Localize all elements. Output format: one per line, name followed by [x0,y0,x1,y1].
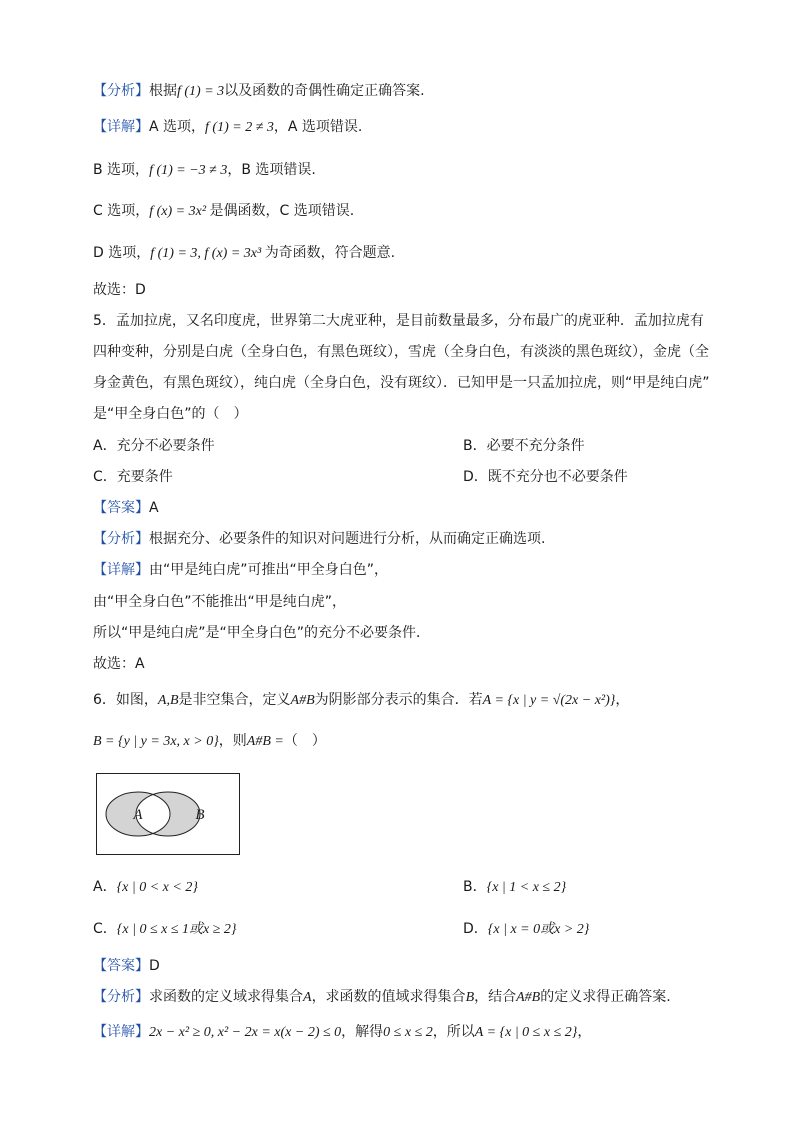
q6-answer: D [149,958,160,974]
q6-option-a: {x | 0 < x < 2} [116,880,198,895]
q5-choose: 故选：A [93,656,145,672]
q5-detail-line-3: 所以“甲是纯白虎”是“甲全身白色”的充分不必要条件． [93,625,431,641]
q5-stem-3: 身金黄色，有黑色斑纹），纯白虎（全身白色，没有斑纹）．已知甲是一只孟加拉虎，则“甲是纯白虎” [93,375,710,391]
q5-analysis-line: 【分析】根据充分、必要条件的知识对问题进行分析，从而确定正确选项. [93,531,546,547]
q6-options-row-1 [93,877,567,898]
q6-stem-line-1: 6．如图，A,B是非空集合，定义A#B为阴影部分表示的集合．若A = {x | y = √(2x − x²)}， [93,692,630,708]
q5-answer-line [93,498,159,518]
q6-option-c: {x | 0 ≤ x ≤ 1或x ≥ 2} [116,922,237,937]
detail-label: 【详解】 [93,562,149,578]
q6-option-b-label: B． [463,879,487,895]
detail-label: 【详解】 [93,119,149,135]
q4-c-line: C 选项，f (x) = 3x² 是偶函数，C 选项错误. [93,203,355,219]
detail-label: 【详解】 [93,1024,149,1040]
q5-options-row-2 [93,467,628,487]
q4-choose: 故选：D [93,282,146,298]
q5-stem-4: 是“甲全身白色”的（ ） [93,406,248,422]
math: 2x − x² ≥ 0, x² − 2x = x(x − 2) ≤ 0 [149,1025,342,1040]
answer-label: 【答案】 [93,958,149,974]
analysis-label: 【分析】 [93,531,149,547]
q4-b-line: B 选项，f (1) = −3 ≠ 3，B 选项错误. [93,162,316,178]
math: A,B [157,693,179,708]
q5-detail-line-2: 由“甲全身白色”不能推出“甲是纯白虎”， [93,594,347,610]
math: f (1) = 3, f (x) = 3x³ [150,246,265,261]
q5-options-row-1 [93,436,585,456]
analysis-label: 【分析】 [93,989,149,1005]
q6-detail-line: 【详解】2x − x² ≥ 0, x² − 2x = x(x − 2) ≤ 0，解得0 ≤ x ≤ 2，所以A = {x | 0 ≤ x ≤ 2}， [93,1024,592,1040]
q5-stem-2: 四种变种，分别是白虎（全身白色，有黑色斑纹），雪虎（全身白色，有淡淡的黑色斑纹），金虎（全 [93,344,709,360]
math: f (1) = −3 ≠ 3 [149,163,228,178]
q5-option-a: A．充分不必要条件 [93,438,215,454]
venn-label-b: B [195,807,205,823]
q5-option-b: B．必要不充分条件 [463,438,585,454]
q4-d-line: D 选项，f (1) = 3, f (x) = 3x³ 为奇函数，符合题意. [93,245,396,261]
math: A#B [290,693,315,708]
q6-option-d: {x | x = 0或x > 2} [487,922,590,937]
math: A = {x | 0 ≤ x ≤ 2} [474,1025,578,1040]
q6-option-a-label: A． [93,879,117,895]
q5-detail-line-1: 【详解】由“甲是纯白虎”可推出“甲全身白色”， [93,562,389,578]
math: f (1) = 2 ≠ 3 [205,120,274,135]
math: 0 ≤ x ≤ 2 [383,1025,433,1040]
venn-label-a: A [133,807,143,823]
answer-label: 【答案】 [93,500,149,516]
math: A#B = [246,734,284,749]
q4-analysis-line: 【分析】根据f (1) = 3以及函数的奇偶性确定正确答案. [93,83,425,99]
q5-stem-1: 5．孟加拉虎，又名印度虎，世界第二大虎亚种，是目前数量最多，分布最广的虎亚种．孟加拉虎有 [93,313,704,329]
math: B = {y | y = 3x, x > 0} [93,734,219,749]
q5-option-c: C．充要条件 [93,469,173,485]
q6-option-d-label: D． [463,921,488,937]
q5-option-d: D．既不充分也不必要条件 [463,469,628,485]
q4-detail-line: 【详解】A 选项，f (1) = 2 ≠ 3，A 选项错误. [93,119,363,135]
q6-stem-line-2: B = {y | y = 3x, x > 0}，则A#B =（ ） [93,733,326,749]
q6-options-row-2 [93,919,590,940]
math: f (1) = 3 [177,84,225,99]
q6-analysis-line: 【分析】求函数的定义域求得集合A，求函数的值域求得集合B，结合A#B的定义求得正确答案. [93,989,671,1005]
q6-option-c-label: C． [93,921,117,937]
q6-option-b: {x | 1 < x ≤ 2} [486,880,567,895]
math: f (x) = 3x² [149,204,210,219]
analysis-label: 【分析】 [93,83,149,99]
q6-answer-line [93,956,160,976]
venn-diagram [96,773,240,855]
math: A = {x | y = √(2x − x²)} [482,693,616,708]
q5-answer: A [149,500,159,516]
